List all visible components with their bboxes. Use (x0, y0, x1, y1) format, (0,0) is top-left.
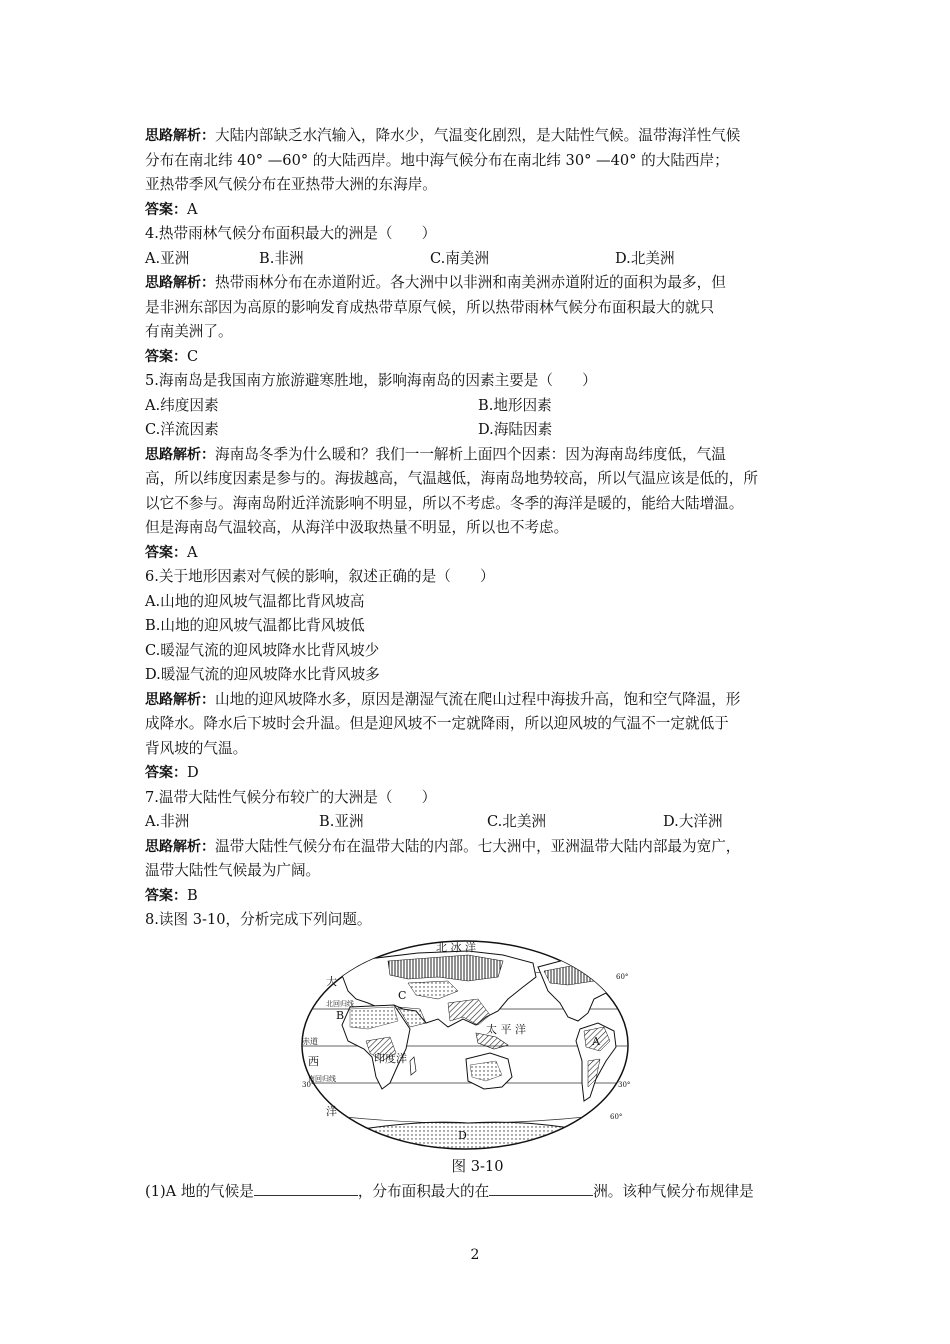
q6-option-d: D.暖湿气流的迎风坡降水比背风坡多 (145, 666, 380, 683)
label-pacific-ocean: 太 平 洋 (486, 1022, 526, 1036)
q5-options-row-1 (145, 394, 810, 419)
q4-options (145, 247, 810, 272)
label-equator: 赤道 (302, 1036, 318, 1046)
greenland (594, 949, 616, 965)
q4-analysis-line-2: 是非洲东部因为高原的影响发育成热带草原气候，所以热带雨林气候分布面积最大的就只 (145, 298, 715, 316)
q8-sub1: (1)A 地的气候是 ，分布面积最大的在 洲。该种气候分布规律是 (145, 1179, 810, 1204)
label-region-b: B (336, 1008, 345, 1022)
label-region-d: D (458, 1128, 467, 1142)
q6-analysis-line-1: 思路解析：山地的迎风坡降水多，原因是潮湿气流在爬山过程中海拔升高，饱和空气降温，形 (145, 690, 741, 708)
label-tropic-capricorn: 南回归线 (308, 1074, 336, 1083)
label-lat-60n: 60° (616, 972, 629, 981)
q5-analysis-line-4: 但是海南岛气温较高，从海洋中汲取热量不明显，所以也不考虑。 (145, 519, 569, 536)
q5-answer: 答案：A (145, 543, 198, 561)
antarctica-landmass (338, 1122, 598, 1153)
q6-option-b: B.山地的迎风坡气温都比背风坡低 (145, 617, 365, 634)
world-map-figure (298, 937, 632, 1153)
q5-analysis-line-2: 高，所以纬度因素是参与的。海拔越高，气温越低，海南岛地势较高，所以气温应该是低的，所 (145, 470, 758, 487)
option: A.亚洲 (145, 249, 190, 267)
option: C.南美洲 (430, 249, 490, 267)
answer-blank-1[interactable] (254, 1179, 358, 1196)
label-indian-ocean: 印度洋 (374, 1051, 407, 1065)
figure-caption: 图 3-10 (451, 1157, 504, 1175)
q5-analysis-line-3: 以它不参与。海南岛附近洋流影响不明显，所以不考虑。冬季的海洋是暖的，能给大陆增温。 (145, 494, 744, 512)
page-number: 2 (470, 1247, 480, 1263)
q6-option-c: C.暖湿气流的迎风坡降水比背风坡少 (145, 641, 380, 659)
label-region-c: C (398, 988, 407, 1002)
option: A.纬度因素 (145, 396, 219, 414)
option: D.大洋洲 (663, 813, 723, 830)
label-tropic-cancer: 北回归线 (326, 999, 354, 1008)
q3-analysis-line-1: 思路解析：大陆内部缺乏水汽输入，降水少，气温变化剧烈，是大陆性气候。温带海洋性气候 (145, 127, 741, 144)
option: B.亚洲 (319, 813, 364, 830)
q4-answer: 答案：C (145, 347, 199, 365)
q3-answer: 答案：A (145, 200, 198, 218)
option: D.北美洲 (615, 249, 675, 267)
q6-analysis-line-3: 背风坡的气温。 (145, 739, 248, 757)
q4-analysis-line-1: 思路解析：热带雨林分布在赤道附近。各大洲中以非洲和南美洲赤道附近的面积为最多，但 (145, 274, 726, 291)
q7-answer: 答案：B (145, 886, 198, 904)
option: C.洋流因素 (145, 421, 219, 438)
q6-option-a: A.山地的迎风坡气温都比背风坡高 (145, 592, 365, 610)
answer-blank-2[interactable] (489, 1179, 593, 1196)
label-atlantic-big: 大 (326, 974, 337, 988)
q4-analysis-line-3: 有南美洲了。 (145, 323, 233, 340)
label-lat-30-right: 30° (618, 1080, 631, 1089)
q6-stem: 6.关于地形因素对气候的影响，叙述正确的是（ ） (145, 568, 495, 585)
label-region-a: A (592, 1034, 600, 1048)
q7-stem: 7.温带大陆性气候分布较广的大洲是（ ） (145, 788, 437, 806)
label-lat-60s: 60° (610, 1112, 623, 1121)
option: B.非洲 (259, 249, 304, 267)
label-arctic-ocean: 北 冰 洋 (436, 940, 476, 954)
q7-analysis-line-1: 思路解析：温带大陆性气候分布在温带大陆的内部。七大洲中，亚洲温带大陆内部最为宽广， (145, 837, 741, 855)
option: A.非洲 (145, 813, 190, 830)
world-climate-map (298, 937, 632, 1153)
q4-stem: 4.热带雨林气候分布面积最大的洲是（ ） (145, 225, 437, 242)
q5-stem: 5.海南岛是我国南方旅游避寒胜地，影响海南岛的因素主要是（ ） (145, 372, 597, 389)
q3-analysis-line-2: 分布在南北纬 40° —60° 的大陆西岸。地中海气候分布在南北纬 30° —40° 的大陆西岸； (145, 151, 729, 169)
label-lat-30: 30° (302, 1080, 315, 1089)
q6-answer: 答案：D (145, 764, 199, 781)
q5-options-row-2 (145, 418, 810, 443)
label-atlantic-ocean: 洋 (326, 1104, 337, 1118)
q5-analysis-line-1: 思路解析：海南岛冬季为什么暖和？我们一一解析上面四个因素：因为海南岛纬度低，气温 (145, 445, 726, 463)
option: B.地形因素 (478, 396, 552, 414)
q7-options (145, 810, 810, 835)
option: D.海陆因素 (478, 421, 553, 438)
q7-analysis-line-2: 温带大陆性气候最为广阔。 (145, 862, 321, 879)
label-atlantic-west: 西 (308, 1054, 319, 1068)
q6-analysis-line-2: 成降水。降水后下坡时会升温。但是迎风坡不一定就降雨，所以迎风坡的气温不一定就低于 (145, 715, 729, 732)
option: C.北美洲 (487, 813, 547, 830)
document-body (145, 124, 810, 1204)
q3-analysis-line-3: 亚热带季风气候分布在亚热带大洲的东海岸。 (145, 176, 437, 193)
q8-stem: 8.读图 3-10，分析完成下列问题。 (145, 911, 372, 928)
